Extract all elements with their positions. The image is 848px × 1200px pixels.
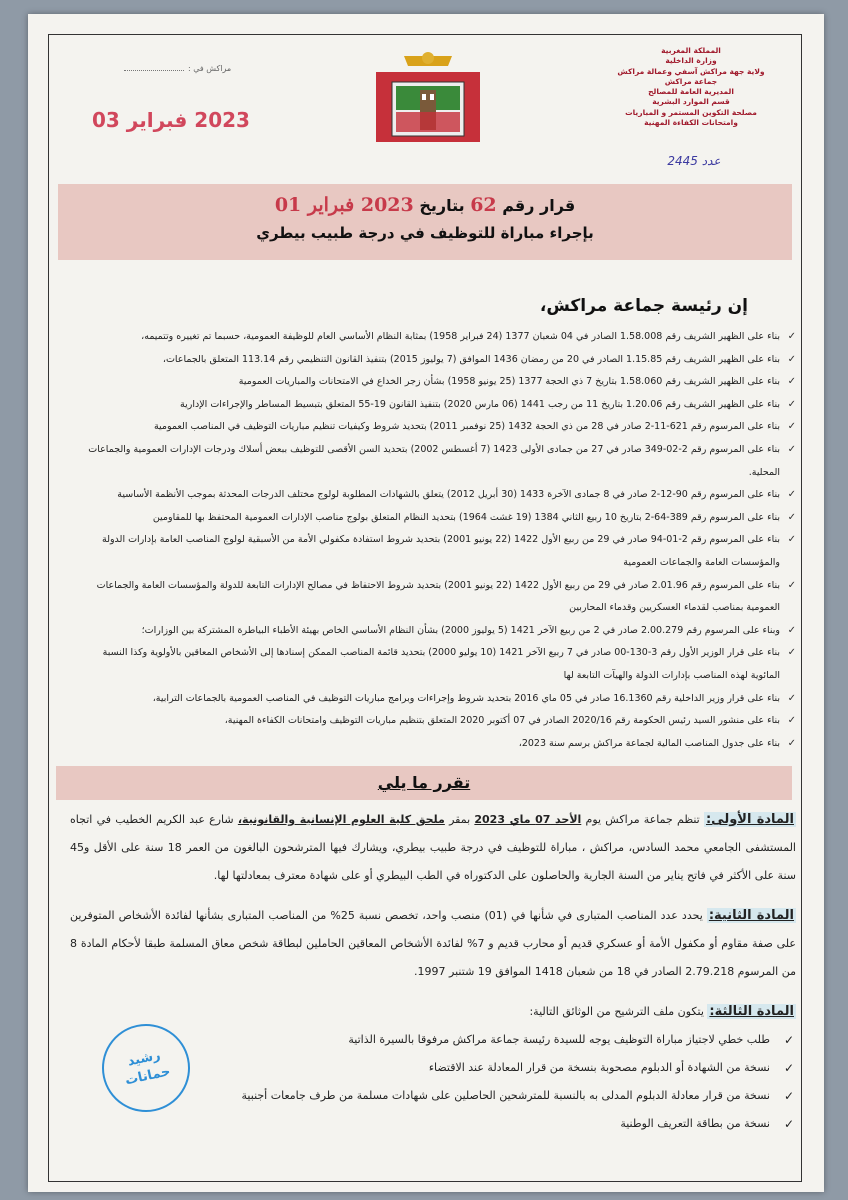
preamble-item: ✓ بناء على الظهير الشريف رقم 1.58.008 الصادر في 04 شعبان 1377 (24 فبراير 1958) بمثابة النظام الأساسي العام للوظيفة العمومية، حسبما تم تغييره وتتميمه، — [88, 326, 796, 349]
header-line: المديرية العامة للمصالح — [648, 87, 734, 97]
preamble-item: ✓ بناء على المرسوم رقم 2-02-349 صادر في 27 من جمادى الأولى 1423 (7 أغسطس 2002) بتحديد السن الأقصى للتوظيف ببعض أسلاك ودرجات الإدارات العمومية والجماعات المحلية. — [88, 439, 796, 484]
check-icon: ✓ — [787, 534, 796, 546]
header-line: ولاية جهة مراكش آسفي وعمالة مراكش — [617, 66, 765, 76]
article-1: المادة الأولى: تنظم جماعة مراكش يوم الأحد 07 ماي 2023 بمقر ملحق كلية العلوم الإنسانية والقانونية، شارع عبد الكريم الخطيب في اتجاه المستشفى الجامعي محمد السادس، مراكش ، مباراة للتوظيف في درجة طبيب بيطري، ويشارك فيها المترشحون البالغون من العمر 18 سنة على الأقل و45 سنة على الأكثر في فاتح يناير من السنة الجارية والحاصلون على الدكتوراه في الطب البيطري أو على شهادة معترف بمعادلتها لها. — [70, 812, 796, 882]
check-icon: ✓ — [787, 443, 796, 455]
preamble-item: ✓ بناء على قرار وزير الداخلية رقم 16.1360 صادر في 05 ماي 2016 بتحديد شروط وإجراءات وبرامج مباريات التوظيف في المناصب العمومية بالجماعات الترابية، — [88, 688, 796, 711]
check-icon: ✓ — [787, 647, 796, 659]
article-3-label: المادة الثالثة: — [709, 1004, 794, 1019]
check-icon: ✓ — [787, 376, 796, 388]
preamble-list — [88, 326, 796, 755]
check-icon: ✓ — [787, 511, 796, 523]
received-date-stamp: 2023 فبراير 03 — [92, 108, 250, 132]
document-item: ✓ نسخة من الشهادة أو الدبلوم مصحوبة بنسخة من قرار المعادلة عند الاقتضاء — [88, 1054, 798, 1082]
initials-stamp: رشيد حمانات — [94, 1016, 198, 1120]
decision-number-line — [58, 194, 792, 216]
check-icon: ✓ — [783, 1033, 794, 1047]
header-line: وزارة الداخلية — [665, 56, 717, 66]
check-icon: ✓ — [783, 1117, 794, 1131]
preamble-item: ✓ بناء على المرسوم رقم 621-11-2 صادر في 28 من ذي الحجة 1432 (25 نوفمبر 2011) بتحديد شروط وكيفيات تنظيم مباريات التوظيف في المناصب العمومية — [88, 416, 796, 439]
article-3: المادة الثالثة: يتكون ملف الترشيح من الوثائق التالية: — [529, 1004, 794, 1019]
document-item: ✓ نسخة من بطاقة التعريف الوطنية — [88, 1110, 798, 1138]
decision-prefix: قرار رقم — [502, 196, 576, 215]
exam-venue: ملحق كلية العلوم الإنسانية والقانونية، — [237, 813, 445, 826]
preamble-item: ✓ بناء على الظهير الشريف رقم 1.15.85 الصادر في 20 من رمضان 1436 الموافق (7 يوليوز 2015) بتنفيذ القانون التنظيمي رقم 113.14 المتعلق بالجماعات، — [88, 349, 796, 372]
check-icon: ✓ — [787, 331, 796, 342]
article-1-label: المادة الأولى: — [705, 812, 794, 827]
decision-date-prefix: بتاريخ — [419, 196, 465, 215]
preamble-item: ✓ وبناء على المرسوم رقم 2.00.279 صادر في 2 من ربيع الآخر 1421 (5 يوليوز 2000) بشأن النظام الأساسي الخاص بهيئة الأطباء البياطرة المشتركة بين الوزارات؛ — [88, 620, 796, 643]
header-line: مصلحة التكوين المستمر و المباريات — [625, 107, 757, 117]
document-item: ✓ نسخة من قرار معادلة الدبلوم المدلى به بالنسبة للمترشحين الحاصلين على شهادات مسلمة من طرف جامعات أجنبية — [88, 1082, 798, 1110]
preamble-item: ✓ بناء على المرسوم رقم 2.01.96 صادر في 29 من ربيع الأول 1422 (22 يونيو 2001) بتحديد شروط الاحتفاظ في مصالح الإدارات التابعة للدولة والمؤسسات العامة والجماعات العمومية بمناصب لقدماء العسكريين وقدماء المحاربين — [88, 575, 796, 620]
coat-of-arms-logo — [348, 48, 508, 148]
preamble-item: ✓ بناء على جدول المناصب المالية لجماعة مراكش برسم سنة 2023، — [88, 733, 796, 756]
reference-label: عدد — [701, 154, 721, 168]
article-2-label: المادة الثانية: — [708, 908, 795, 923]
preamble-item: ✓ بناء على المرسوم رقم 2-01-94 صادر في 29 من ربيع الأول 1422 (22 يونيو 2001) بتحديد شروط استفادة مكفولي الأمة من الأسبقية لولوج المناصب العامة بإدارات الدولة والمؤسسات العامة والجماعات العمومية — [88, 529, 796, 574]
place-date-line — [124, 64, 231, 73]
decision-date: 2023 فبراير 01 — [274, 194, 414, 216]
check-icon: ✓ — [783, 1089, 794, 1103]
exam-date: الأحد 07 ماي 2023 — [474, 813, 582, 826]
check-icon: ✓ — [787, 737, 796, 749]
check-icon: ✓ — [787, 579, 796, 591]
decision-banner — [56, 766, 792, 800]
intro-heading: إن رئيسة جماعة مراكش، — [539, 296, 748, 316]
decision-subject: بإجراء مباراة للتوظيف في درجة طبيب بيطري — [256, 224, 594, 242]
article-2: المادة الثانية: يحدد عدد المناصب المتبارى في شأنها في (01) منصب واحد، تخصص نسبة 25% من المناصب المتبارى بشأنها لفائدة الأشخاص المتوفرين على صفة مقاوم أو مكفول الأمة أو عسكري قديم أو محارب قديم و 7% لفائدة الأشخاص المعاقين الحاملين لبطاقة شخص معاق المسلمة طبقا لأحكام المادة 8 من المرسوم 2.79.218 الصادر في 18 من شعبان 1418 الموافق 19 شتنبر 1997. — [70, 908, 796, 978]
check-icon: ✓ — [787, 624, 796, 636]
reference-value: 2445 — [667, 154, 698, 168]
place-date-label: مراكش في : — [188, 64, 232, 73]
check-icon: ✓ — [787, 398, 796, 410]
header-line: المملكة المغربية — [661, 46, 721, 55]
decision-heading: تقرر ما يلي — [377, 773, 471, 792]
header-line: وامتحانات الكفاءة المهنية — [644, 118, 738, 128]
preamble-item: ✓ بناء على منشور السيد رئيس الحكومة رقم 2020/16 الصادر في 07 أكتوبر 2020 المتعلق بتنظيم مباريات التوظيف وامتحانات الكفاءة المهنية، — [88, 710, 796, 733]
preamble-item: ✓ بناء على المرسوم رقم 90-12-2 صادر في 8 جمادى الآخرة 1433 (30 أبريل 2012) يتعلق بالشهادات المطلوبة لولوج مختلف الدرجات المحدثة بموجب الأنظمة الأساسية — [88, 484, 796, 507]
preamble-item: ✓ بناء على قرار الوزير الأول رقم 3-130-00 صادر في 7 ربيع الآخر 1421 (10 يوليو 2000) بتحديد قائمة المناصب الممكن إسنادها إلى الأشخاص المعاقين بالأولوية وكذا النسبة المائوية لهذه المناصب بإدارات الدولة والهيآت التابعة لها — [88, 642, 796, 687]
decision-title-banner — [58, 184, 792, 260]
check-icon: ✓ — [783, 1061, 794, 1075]
issuer-header — [606, 46, 776, 128]
document-item: ✓ طلب خطي لاجتياز مباراة التوظيف يوجه للسيدة رئيسة جماعة مراكش مرفوقا بالسيرة الذاتية — [88, 1026, 798, 1054]
reference-number — [634, 154, 754, 168]
required-documents-list — [88, 1026, 798, 1138]
header-line: جماعة مراكش — [664, 76, 718, 86]
document-sheet — [28, 14, 824, 1192]
preamble-item: ✓ بناء على المرسوم رقم 389-64-2 بتاريخ 10 ربيع الثاني 1384 (19 غشت 1964) بتحديد النظام المتعلق بولوج مناصب الإدارات العمومية المحتفظ بها للمقاومين — [88, 507, 796, 530]
check-icon: ✓ — [787, 692, 796, 704]
check-icon: ✓ — [787, 489, 796, 501]
check-icon: ✓ — [787, 715, 796, 727]
decision-number: 62 — [470, 194, 497, 216]
preamble-item: ✓ بناء على الظهير الشريف رقم 1.58.060 بتاريخ 7 ذي الحجة 1377 (25 يونيو 1958) بشأن زجر الخداع في الامتحانات والمباريات العمومية — [88, 371, 796, 394]
header-line: قسم الموارد البشرية — [652, 97, 730, 107]
check-icon: ✓ — [787, 353, 796, 365]
preamble-item: ✓ بناء على الظهير الشريف رقم 1.20.06 بتاريخ 11 من رجب 1441 (06 مارس 2020) بتنفيذ القانون 19-55 المتعلق بتبسيط المساطر والإجراءات الإدارية — [88, 394, 796, 417]
check-icon: ✓ — [787, 421, 796, 433]
